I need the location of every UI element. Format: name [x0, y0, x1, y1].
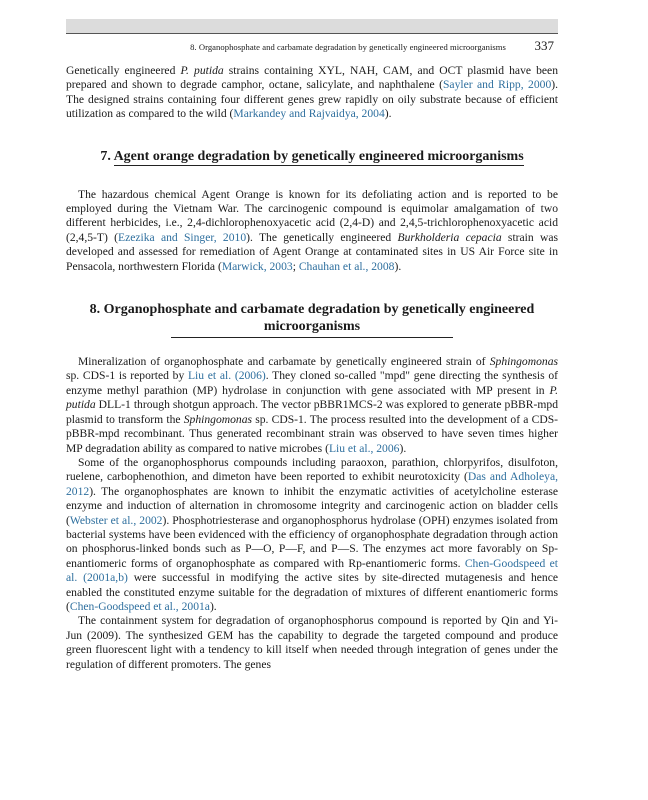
paragraph	[66, 614, 558, 672]
species-name: Sphingomonas	[183, 412, 253, 426]
species-name: P. putida	[180, 64, 224, 77]
paragraph	[66, 188, 558, 274]
citation-link[interactable]: Chen-Goodspeed et al. (2001a,b)	[66, 556, 558, 585]
page-content	[66, 64, 558, 672]
text: strains containing XYL, NAH, CAM, and OCT plasmid have been prepared and shown to degrade camphor, octane, salicylate, and naphthalene (	[66, 64, 558, 92]
text: ).	[209, 599, 217, 613]
text: ). The organophosphates are known to inhibit the enzymatic activities of acetylcholine esterase enzyme and induction of alternation in chromosome integrity and carcinogenic action on bladder cells (	[66, 484, 558, 527]
text: Some of the organophosphorus compounds including paraoxon, parathion, chlorpyrifos, disulfoton, ruelene, carbophenothion, and dimeton have been reported to exhibit neurotoxicity (	[66, 455, 558, 484]
text: ).	[394, 259, 402, 273]
text: ).	[384, 107, 392, 121]
text: Genetically engineered	[66, 64, 181, 77]
species-name: Burkholderia cepacia	[397, 230, 502, 244]
text: ). The designed strains containing four different genes grew rapidly on oily substrate because of efficient utilization as compared to the wild (	[66, 78, 559, 121]
page-header	[66, 33, 558, 54]
citation-link[interactable]: Chen-Goodspeed et al., 2001a	[69, 599, 210, 613]
citation-link[interactable]: Chauhan et al., 2008	[298, 259, 395, 273]
citation-link[interactable]: Webster et al., 2002	[69, 513, 163, 527]
text: sp. CDS-1 is reported by	[66, 369, 188, 383]
text: The containment system for degradation of organophosphorus compound is reported by Qin and Yi-Jun (2009). The synthesized GEM has the capability to degrade the targeted compound and produce green fluorescent light with a tendency to kill itself when needed through integration of genes under the regulation of different promoters. The genes	[66, 614, 558, 671]
text: ;	[292, 259, 299, 273]
citation-link[interactable]: Sayler and Ripp, 2000	[442, 78, 552, 92]
text: ). Phosphotriesterase and organophosphorus hydrolase (OPH) enzymes isolated from bacterial systems have been evidenced with the efficiency of organophosphate degradation through action on phosphorus-linked bonds such as P—O, P—F, and P—S. The enzymes act more favorably on Sp-enantiomeric forms of organophosphate as compared with Rp-enantiomeric forms.	[66, 513, 558, 570]
species-name: P. putida	[66, 383, 558, 412]
citation-link[interactable]: Das and Adholeya, 2012	[66, 470, 558, 498]
section-title-line: microorganisms	[171, 319, 453, 338]
citation-link[interactable]: Liu et al. (2006)	[187, 369, 266, 383]
text: were successful in modifying the active sites by site-directed mutagenesis and hence enabled the constituted enzyme suitable for the degradation of mixtures of different enantiomeric forms (	[66, 571, 559, 613]
text: ).	[399, 441, 407, 455]
citation-link[interactable]: Marwick, 2003	[221, 259, 293, 273]
text: . They cloned so-called "mpd" gene directing the synthesis of enzyme methyl parathion (MP) hydrolase in conjunction with gene associated with MP present in	[66, 369, 558, 397]
section-heading	[66, 302, 558, 338]
text: The hazardous chemical Agent Orange is known for its defoliating action and is reported to be employed during the Vietnam War. The carcinogenic compound is equimolar amalgamation of two different herbicides, i.e., 2,4-dichlorophenoxyacetic acid (2,4-D) and 2,4,5-trichlorophenoxyacetic acid (2,4,5-T) (	[66, 187, 558, 244]
paragraph	[66, 456, 558, 614]
text: Mineralization of organophosphate and carbamate by genetically engineered strain of	[78, 355, 490, 369]
page-number: 337	[534, 38, 554, 53]
paragraph	[66, 355, 558, 456]
running-head: 8. Organophosphate and carbamate degradation by genetically engineered microorganisms	[190, 42, 506, 52]
text: sp. CDS-1. The process resulted into the development of a CDS-pBBR-mpd recombinant. Thus generated recombinant strain was observed to have seven times higher MP degradation ability as compared to native microbes (	[66, 412, 558, 455]
text: ). The genetically engineered	[246, 230, 398, 244]
section-title-line: 8. Organophosphate and carbamate degradation by genetically engineered	[89, 302, 535, 318]
header-bar	[66, 19, 558, 33]
citation-link[interactable]: Ezezika and Singer, 2010	[117, 230, 247, 244]
text: strain was developed and assessed for remediation of Agent Orange at contaminated sites in US Air Force site in Pensacola, northwestern Florida (	[66, 230, 558, 273]
section-heading	[66, 149, 558, 165]
citation-link[interactable]: Markandey and Rajvaidya, 2004	[233, 107, 385, 121]
section-number: 7.	[100, 148, 111, 164]
section-title: Agent orange degradation by genetically engineered microorganisms	[113, 148, 524, 164]
citation-link[interactable]: Liu et al., 2006	[328, 441, 400, 455]
paragraph	[66, 64, 558, 122]
text: DLL-1 through shotgun approach. The vector pBBR1MCS-2 was explored to generate pBBR-mpd plasmid to transform the	[66, 398, 558, 426]
species-name: Sphingomonas	[489, 355, 558, 369]
